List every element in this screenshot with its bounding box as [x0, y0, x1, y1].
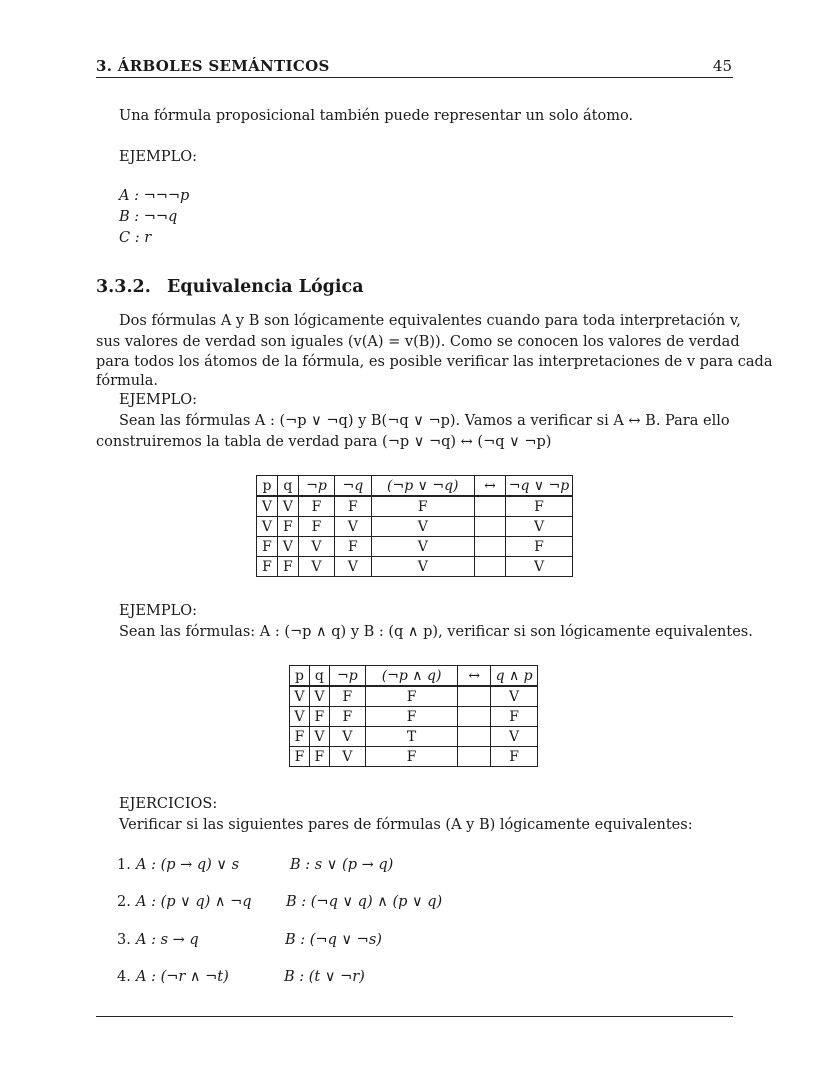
table-cell: F: [506, 537, 573, 557]
exercises-label: EJERCICIOS:: [119, 796, 218, 812]
example2-sentence: Sean las fórmulas: A : (¬p ∧ q) y B : (q ∧ p), verificar si son lógicamente equivalentes.: [119, 624, 753, 640]
exercise-formula-a: A : (p ∨ q) ∧ ¬q: [136, 894, 252, 910]
header-rule: [96, 77, 733, 78]
exercise-formula-a: A : (¬r ∧ ¬t): [136, 969, 229, 985]
table-cell: V: [491, 686, 538, 707]
section-title: Equivalencia Lógica: [167, 277, 364, 297]
table-row: [290, 686, 538, 707]
table-row: [257, 537, 573, 557]
table-cell: V: [371, 537, 475, 557]
table-header-cell: (¬p ∧ q): [365, 666, 458, 687]
table-cell: V: [309, 727, 329, 747]
exercise-number: 4.: [117, 969, 131, 985]
example1-label: EJEMPLO:: [119, 392, 197, 408]
table-cell: V: [257, 517, 278, 537]
table-cell: V: [309, 686, 329, 707]
table-header-cell: ¬q: [335, 476, 371, 497]
table-row: [290, 707, 538, 727]
table-cell: F: [365, 707, 458, 727]
intro-example-label: EJEMPLO:: [119, 149, 197, 165]
table-cell: F: [329, 686, 365, 707]
table-cell: [458, 727, 491, 747]
truth-table-2: [289, 665, 538, 767]
exercise-formula-a: A : (p → q) ∨ s: [136, 857, 240, 873]
table-cell: F: [365, 686, 458, 707]
running-header-title: 3. ÁRBOLES SEMÁNTICOS: [96, 57, 330, 75]
paragraph-line-1: Dos fórmulas A y B son lógicamente equivalentes cuando para toda interpretación v,: [119, 313, 741, 329]
table-header-cell: ↔: [475, 476, 506, 497]
table-header-cell: (¬p ∨ ¬q): [371, 476, 475, 497]
table-cell: V: [298, 537, 334, 557]
exercise-number: 3.: [117, 932, 131, 948]
table-cell: F: [277, 517, 298, 537]
table-cell: V: [290, 707, 310, 727]
table-cell: F: [290, 727, 310, 747]
formula-b: B : ¬¬q: [119, 209, 178, 225]
table-cell: V: [277, 537, 298, 557]
table-cell: F: [298, 496, 334, 517]
footer-rule: [96, 1016, 733, 1017]
table-cell: [475, 537, 506, 557]
table-row: [257, 496, 573, 517]
example2-label: EJEMPLO:: [119, 603, 197, 619]
table-cell: F: [257, 537, 278, 557]
table-header-row: [257, 476, 573, 497]
table-cell: V: [329, 727, 365, 747]
exercise-formula-b: B : s ∨ (p → q): [290, 857, 394, 873]
section-number: 3.3.2.: [96, 277, 151, 297]
paragraph-line-4: fórmula.: [96, 373, 159, 389]
table-cell: V: [335, 517, 371, 537]
table-cell: F: [491, 747, 538, 767]
table-cell: V: [506, 517, 573, 537]
table-cell: F: [506, 496, 573, 517]
table-cell: F: [309, 747, 329, 767]
table-cell: F: [257, 557, 278, 577]
table-cell: F: [277, 557, 298, 577]
formula-c: C : r: [119, 230, 152, 246]
exercise-formula-b: B : (¬q ∨ ¬s): [285, 932, 382, 948]
exercise-number: 1.: [117, 857, 131, 873]
formula-a: A : ¬¬¬p: [119, 188, 190, 204]
table-row: [290, 727, 538, 747]
table-cell: V: [506, 557, 573, 577]
table-cell: F: [298, 517, 334, 537]
table-cell: V: [371, 517, 475, 537]
table-cell: [458, 747, 491, 767]
table-cell: [475, 557, 506, 577]
exercise-formula-b: B : (t ∨ ¬r): [284, 969, 365, 985]
table-cell: [475, 496, 506, 517]
table-header-cell: ¬p: [329, 666, 365, 687]
table-cell: V: [277, 496, 298, 517]
table-cell: F: [309, 707, 329, 727]
exercise-formula-b: B : (¬q ∨ q) ∧ (p ∨ q): [286, 894, 443, 910]
table-cell: T: [365, 727, 458, 747]
table-header-row: [290, 666, 538, 687]
table-row: [257, 517, 573, 537]
table-row: [257, 557, 573, 577]
table-header-cell: ↔: [458, 666, 491, 687]
table-cell: [458, 707, 491, 727]
table-header-cell: q: [277, 476, 298, 497]
table-cell: V: [298, 557, 334, 577]
table-cell: V: [257, 496, 278, 517]
paragraph-line-3: para todos los átomos de la fórmula, es posible verificar las interpretaciones de v para cada: [96, 354, 773, 370]
table-cell: F: [335, 496, 371, 517]
page-number: 45: [712, 57, 732, 75]
table-cell: F: [491, 707, 538, 727]
exercise-formula-a: A : s → q: [136, 932, 199, 948]
table-header-cell: p: [257, 476, 278, 497]
exercises-sentence: Verificar si las siguientes pares de fórmulas (A y B) lógicamente equivalentes:: [119, 817, 693, 833]
table-cell: F: [365, 747, 458, 767]
table-header-cell: q: [309, 666, 329, 687]
table-cell: V: [491, 727, 538, 747]
table-header-cell: ¬p: [298, 476, 334, 497]
table-cell: [475, 517, 506, 537]
table-row: [290, 747, 538, 767]
intro-sentence: Una fórmula proposicional también puede representar un solo átomo.: [119, 108, 634, 124]
table-cell: F: [329, 707, 365, 727]
table-header-cell: q ∧ p: [491, 666, 538, 687]
example1-line-1: Sean las fórmulas A : (¬p ∨ ¬q) y B(¬q ∨ ¬p). Vamos a verificar si A ↔ B. Para ello: [119, 413, 730, 429]
table-cell: F: [290, 747, 310, 767]
truth-table-1: [256, 475, 573, 577]
table-cell: V: [335, 557, 371, 577]
paragraph-line-2: sus valores de verdad son iguales (v(A) = v(B)). Como se conocen los valores de verdad: [96, 334, 740, 350]
table-header-cell: p: [290, 666, 310, 687]
table-cell: [458, 686, 491, 707]
table-cell: V: [329, 747, 365, 767]
table-cell: F: [371, 496, 475, 517]
exercise-number: 2.: [117, 894, 131, 910]
table-header-cell: ¬q ∨ ¬p: [506, 476, 573, 497]
table-cell: V: [371, 557, 475, 577]
example1-line-2: construiremos la tabla de verdad para (¬p ∨ ¬q) ↔ (¬q ∨ ¬p): [96, 434, 552, 450]
table-cell: V: [290, 686, 310, 707]
table-cell: F: [335, 537, 371, 557]
